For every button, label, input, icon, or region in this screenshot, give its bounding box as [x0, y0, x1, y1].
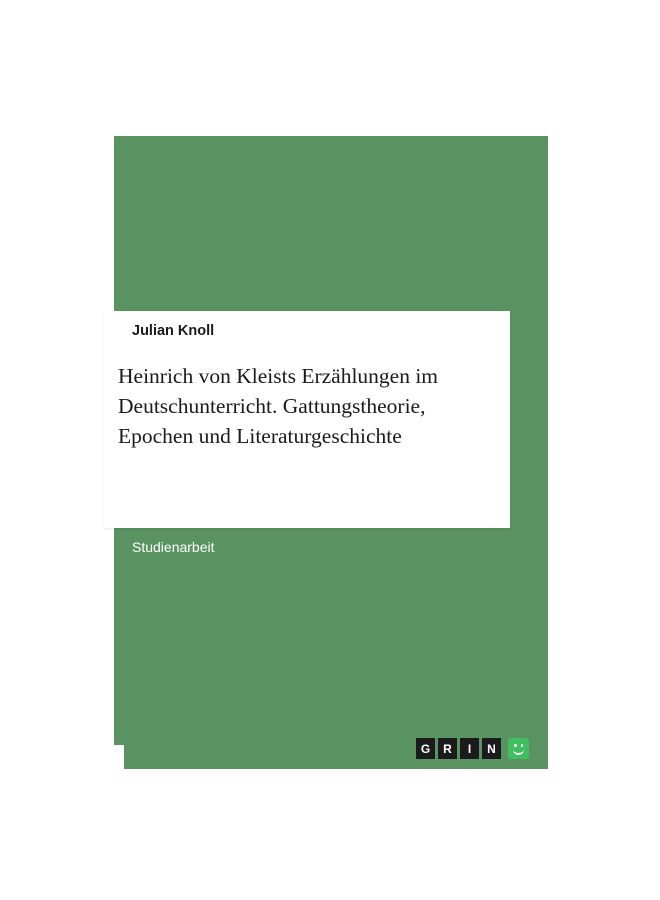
cover-corner-notch	[114, 745, 124, 769]
author-name: Julian Knoll	[132, 323, 215, 339]
logo-letter-i: I	[460, 738, 479, 759]
title-card	[104, 311, 510, 528]
logo-letter-n: N	[482, 738, 501, 759]
smiley-mouth-icon	[513, 748, 524, 755]
smiley-icon	[508, 738, 529, 759]
smiley-eye-left-icon	[514, 744, 517, 747]
logo-letter-g: G	[416, 738, 435, 759]
smiley-eye-right-icon	[521, 744, 524, 747]
logo-letter-r: R	[438, 738, 457, 759]
page-title: Heinrich von Kleists Erzählungen im Deutschunterricht. Gattungstheorie, Epochen und Literaturgeschichte	[118, 364, 439, 448]
subject-category-label: Germanistik	[561, 144, 636, 159]
grin-publisher-logo	[416, 738, 529, 759]
document-type-label: Studienarbeit	[132, 539, 215, 555]
